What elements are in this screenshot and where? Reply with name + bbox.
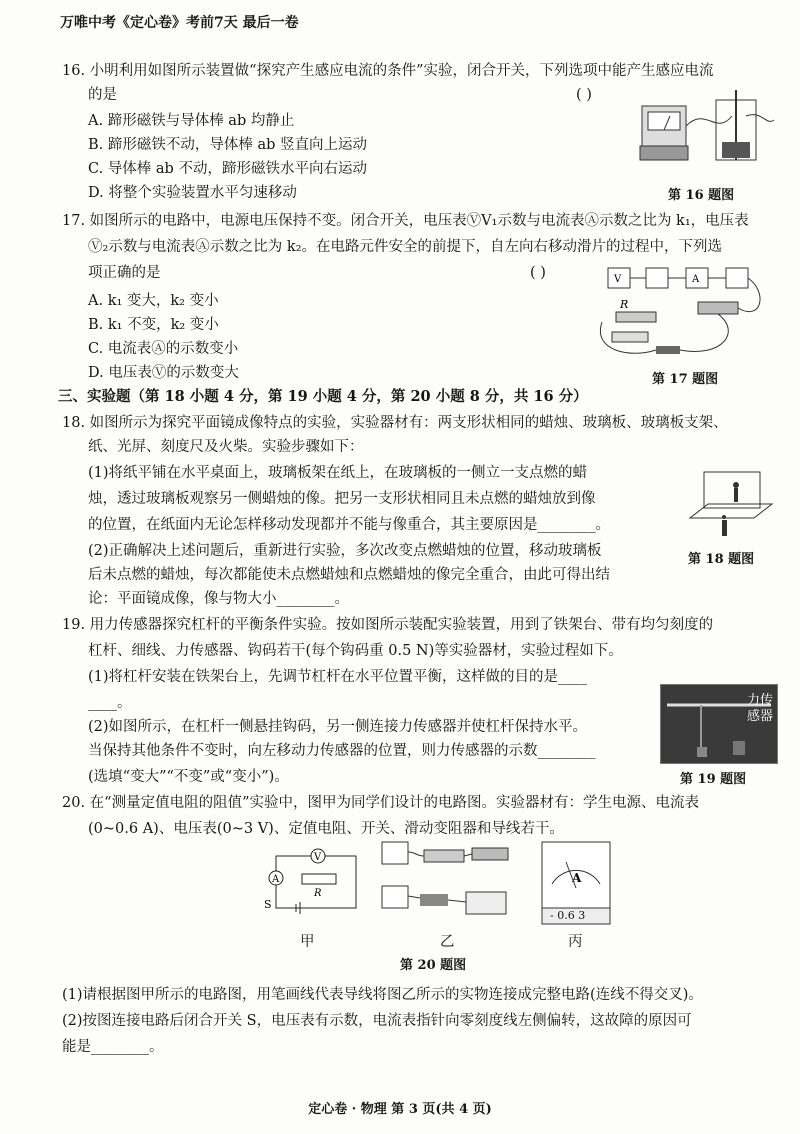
q16-option-d: D. 将整个实验装置水平匀速移动 [88,185,297,201]
q16-stem-line1: 16. 小明利用如图所示装置做“探究产生感应电流的条件”实验，闭合开关，下列选项中能产生感应电流 [62,63,714,79]
q20-figure-bing [538,838,614,926]
page-footer: 定心卷 · 物理 第 3 页(共 4 页) [308,1102,492,1117]
svg-text:A: A [572,871,582,885]
page-header: 万唯中考《定心卷》考前7天 最后一卷 [60,15,299,31]
q20-line5: 能是________。 [62,1039,164,1055]
q16-stem-line2: 的是 [88,87,117,103]
q19-line3: (1)将杠杆安装在铁架台上，先调节杠杆在水平位置平衡，这样做的目的是____ [88,669,588,685]
q17-option-d: D. 电压表Ⓥ的示数变大 [88,365,239,381]
q20-line3: (1)请根据图甲所示的电路图，用笔画线代表导线将图乙所示的实物连接成完整电路(连线不得交叉)。 [62,987,703,1003]
svg-text:R: R [620,298,629,311]
q19-line4: ____。 [88,695,132,711]
q16-option-a: A. 蹄形磁铁与导体棒 ab 均静止 [88,113,295,129]
svg-text:R: R [314,888,322,899]
q19-caption: 第 19 题图 [680,772,747,787]
q20-caption: 第 20 题图 [400,958,467,973]
q20-circuit-diagram [256,844,362,920]
q16-option-c: C. 导体棒 ab 不动，蹄形磁铁水平向右运动 [88,161,367,177]
q20-label-bing: 丙 [568,934,583,950]
q20-label-yi: 乙 [440,934,455,950]
q20-label-jia: 甲 [300,934,315,950]
q20-figure-jia [256,844,362,920]
q16-answer-paren: ( ) [576,87,592,103]
q17-stem-line1: 17. 如图所示的电路中，电源电压保持不变。闭合开关，电压表ⓋV₁示数与电流表Ⓐ示数之比为 k₁，电压表 [62,213,749,229]
svg-text:A: A [272,874,280,885]
q20-line1: 20. 在“测量定值电阻的阻值”实验中，图甲为同学们设计的电路图。实验器材有：学生电源、电流表 [62,795,699,811]
svg-text:V: V [614,274,622,285]
q19-figure-text: 力传感器 [747,693,774,724]
q18-line8: 论：平面镜成像，像与物大小________。 [88,591,349,607]
q20-figure-yi [376,836,514,932]
q18-line6: (2)正确解决上述问题后，重新进行实验，多次改变点燃蜡烛的位置，移动玻璃板 [88,543,602,559]
q16-figure [636,86,776,178]
q19-line2: 杠杆、细线、力传感器、钩码若干(每个钩码重 0.5 N)等实验器材，实验过程如下。 [88,643,623,659]
section-heading: 三、实验题（第 18 小题 4 分，第 19 小题 4 分，第 20 小题 8 分，共 16 分） [58,388,588,405]
q17-answer-paren: ( ) [530,265,546,281]
q18-caption: 第 18 题图 [688,552,755,567]
q18-line5: 的位置，在纸面内无论怎样移动发现都并不能与像重合，其主要原因是________。 [88,517,610,533]
q20-line2: (0~0.6 A)、电压表(0~3 V)、定值电阻、开关、滑动变阻器和导线若干。 [88,821,564,837]
svg-text:A: A [692,274,700,285]
q17-stem-line2: Ⓥ₂示数与电流表Ⓐ示数之比为 k₂。在电路元件安全的前提下，自左向右移动滑片的过程中，下列选 [88,239,723,255]
q16-option-b: B. 蹄形磁铁不动，导体棒 ab 竖直向上运动 [88,137,368,153]
q17-caption: 第 17 题图 [652,372,719,387]
q20-real-circuit-image [376,836,514,932]
q19-line6: 当保持其他条件不变时，向左移动力传感器的位置，则力传感器的示数________ [88,743,596,759]
q19-figure [660,684,778,764]
q16-caption: 第 16 题图 [668,188,735,203]
q18-line7: 后未点燃的蜡烛，每次都能使未点燃蜡烛和点燃蜡烛的像完全重合，由此可得出结 [88,567,610,583]
q18-line4: 烛，透过玻璃板观察另一侧蜡烛的像。把另一支形状相同且未点燃的蜡烛放到像 [88,491,596,507]
q17-circuit-image [592,262,774,366]
q19-line1: 19. 用力传感器探究杠杆的平衡条件实验。按如图所示装配实验装置，用到了铁架台、带有均匀刻度的 [62,617,714,633]
q20-line4: (2)按图连接电路后闭合开关 S，电压表有示数，电流表指针向零刻度线左侧偏转，这故障的原因可 [62,1013,692,1029]
q18-line3: (1)将纸平铺在水平桌面上，玻璃板架在纸上，在玻璃板的一侧立一支点燃的蜡 [88,465,588,481]
q16-apparatus-image [636,86,776,178]
q18-figure [684,462,776,542]
q18-mirror-setup-image [684,462,776,542]
q17-figure [592,262,774,366]
q17-option-c: C. 电流表Ⓐ的示数变小 [88,341,239,357]
q17-option-b: B. k₁ 不变，k₂ 变小 [88,317,219,333]
q19-line5: (2)如图所示，在杠杆一侧悬挂钩码，另一侧连接力传感器并使杠杆保持水平。 [88,719,588,735]
q20-meter-scale: - 0.6 3 [550,909,586,922]
q17-stem-line3: 项正确的是 [88,265,161,281]
q19-line7: (选填“变大”“不变”或“变小”)。 [88,769,289,785]
q17-option-a: A. k₁ 变大，k₂ 变小 [88,293,219,309]
svg-text:V: V [314,852,322,863]
svg-text:S: S [264,898,272,911]
q18-line1: 18. 如图所示为探究平面镜成像特点的实验，实验器材有：两支形状相同的蜡烛、玻璃板、玻璃板支架、 [62,415,728,431]
q18-line2: 纸、光屏、刻度尺及火柴。实验步骤如下： [88,439,364,455]
